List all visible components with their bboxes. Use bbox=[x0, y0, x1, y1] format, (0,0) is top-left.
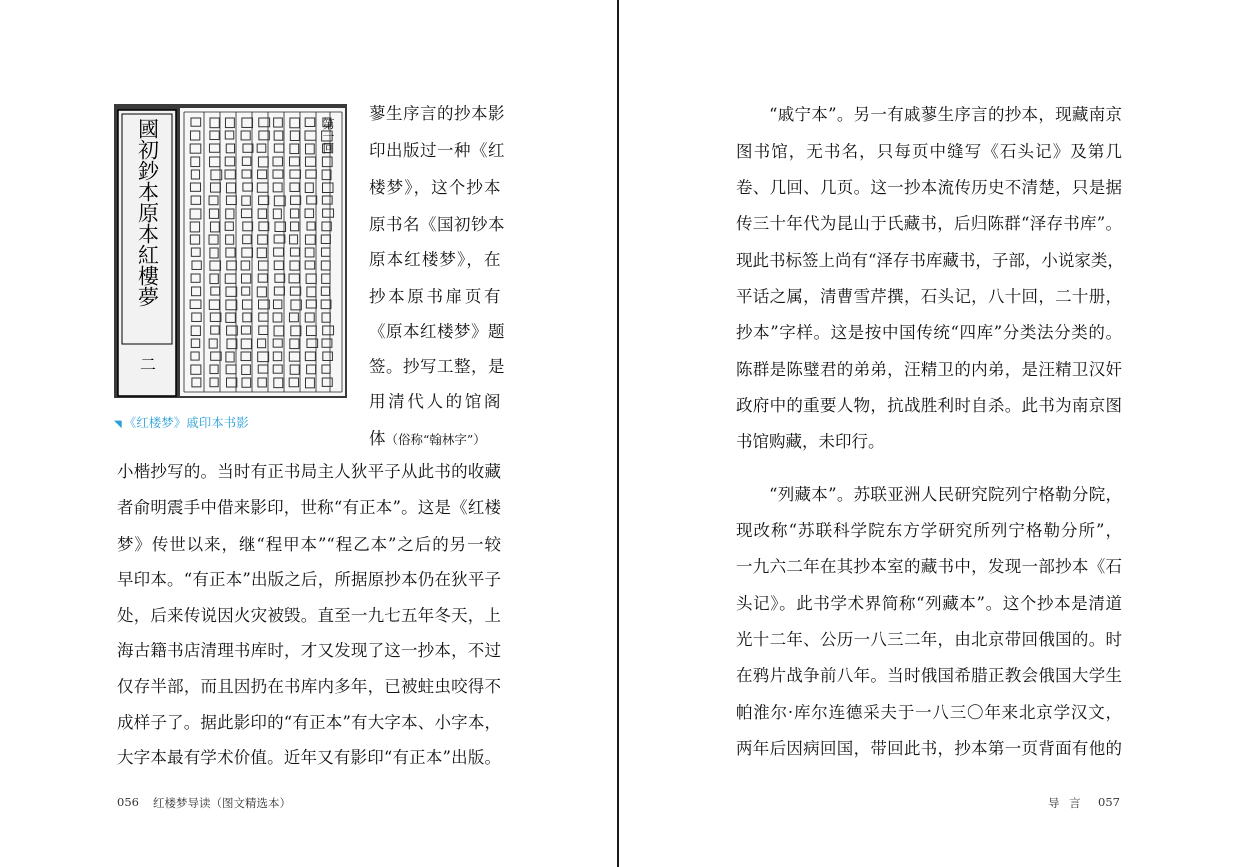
cover-title-text: 國初鈔本原本紅樓夢 bbox=[135, 118, 160, 307]
chapter-header: 第一回 bbox=[321, 118, 335, 154]
text-line: 陈群是陈璧君的弟弟，汪精卫的内弟，是汪精卫汉奸 bbox=[736, 360, 1122, 379]
text-line-main: 体 bbox=[369, 429, 386, 448]
text-line: 一九六二年在其抄本室的藏书中，发现一部抄本《石 bbox=[736, 557, 1122, 576]
text-line: 原本红楼梦》，在 bbox=[369, 250, 501, 269]
text-line: 小楷抄写的。当时有正书局主人狄平子从此书的收藏 bbox=[117, 462, 501, 481]
text-line: 仅存半部，而且因扔在书库内多年，已被蛀虫咬得不 bbox=[117, 677, 501, 696]
text-line: 光十二年、公历一八三二年，由北京带回俄国的。时 bbox=[736, 630, 1122, 649]
text-line: 图书馆，无书名，只每页中缝写《石头记》及第几 bbox=[736, 142, 1122, 161]
text-line: 者俞明震手中借来影印，世称“有正本”。这是《红楼 bbox=[117, 498, 501, 517]
text-line: 用清代人的馆阁 bbox=[369, 392, 501, 411]
text-line: 平话之属，清曹雪芹撰，石头记，八十回，二十册， bbox=[736, 287, 1122, 306]
text-line: 两年后因病回国，带回此书，抄本第一页背面有他的 bbox=[736, 739, 1122, 758]
text-line: 现此书标签上尚有“泽存书库藏书，子部，小说家类， bbox=[736, 251, 1124, 270]
running-title-right: 导 言 bbox=[1048, 796, 1084, 810]
text-line: 抄本”字样。这是按中国传统“四库”分类法分类的。 bbox=[736, 323, 1122, 342]
text-line: 头记》。此书学术界简称“列藏本”。这个抄本是清道 bbox=[736, 594, 1122, 613]
figure-caption-text: 《红楼梦》戚印本书影 bbox=[123, 415, 249, 430]
caption-triangle-icon: ◥ bbox=[114, 419, 122, 430]
text-line: 早印本。“有正本”出版之后，所据原抄本仍在狄平子 bbox=[117, 570, 501, 589]
text-line: 大字本最有学术价值。近年又有影印“有正本”出版。 bbox=[117, 748, 501, 767]
text-line: 海古籍书店清理书库时，才又发现了这一抄本，不过 bbox=[117, 641, 501, 660]
text-line: 签。抄写工整，是 bbox=[369, 357, 505, 376]
text-line: 楼梦》，这个抄本 bbox=[369, 178, 501, 197]
text-line: “戚宁本”。另一有戚蓼生序言的抄本，现藏南京 bbox=[769, 105, 1122, 124]
page-number-right: 057 bbox=[1098, 795, 1120, 809]
text-line: 印出版过一种《红 bbox=[369, 141, 505, 160]
text-line: 在鸦片战争前八年。当时俄国希腊正教会俄国大学生 bbox=[736, 666, 1122, 685]
text-line: 政府中的重要人物，抗战胜利时自杀。此书为南京图 bbox=[736, 396, 1122, 415]
text-line: 梦》传世以来，继“程甲本”“程乙本”之后的另一较 bbox=[117, 535, 501, 554]
text-line: 原书名《国初钞本 bbox=[369, 215, 505, 234]
text-line: 成样子了。据此影印的“有正本”有大字本、小字本， bbox=[117, 713, 501, 732]
text-line: 处，后来传说因火灾被毁。直至一九七五年冬天，上 bbox=[117, 606, 501, 625]
text-line: 传三十年代为昆山于氏藏书，后归陈群“泽存书库”。 bbox=[736, 214, 1122, 233]
running-title-left: 红楼梦导读（图文精选本） bbox=[153, 796, 291, 810]
text-line: 蓼生序言的抄本影 bbox=[369, 104, 505, 123]
page-number-left: 056 bbox=[117, 795, 139, 809]
text-line: 帕淮尔·库尔连德采夫于一八三〇年来北京学汉文， bbox=[736, 703, 1122, 722]
text-line: 现改称“苏联科学院东方学研究所列宁格勒分所”， bbox=[736, 521, 1122, 540]
text-line: 抄本原书扉页有 bbox=[369, 287, 501, 306]
cover-volume: 二 bbox=[140, 355, 157, 374]
text-line: 卷、几回、几页。这一抄本流传历史不清楚，只是据 bbox=[736, 178, 1122, 197]
text-line-note: （俗称“翰林字”） bbox=[385, 432, 486, 447]
text-line: 书馆购藏，未印行。 bbox=[736, 432, 885, 451]
text-line: 《原本红楼梦》题 bbox=[369, 322, 505, 341]
text-line: “列藏本”。苏联亚洲人民研究院列宁格勒分院， bbox=[769, 485, 1122, 504]
